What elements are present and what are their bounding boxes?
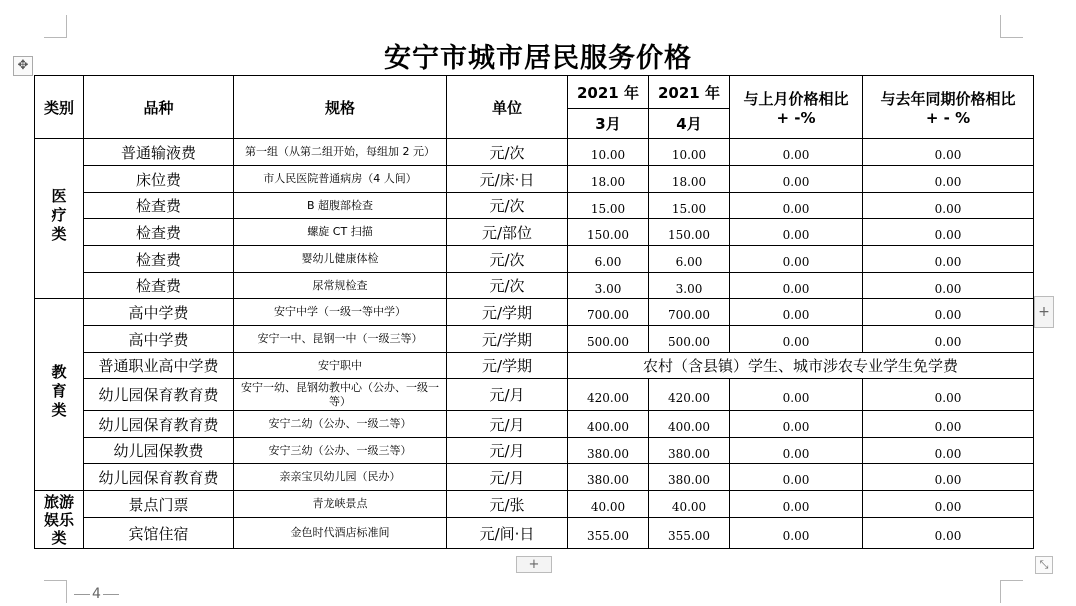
price-april-cell: 18.00 bbox=[649, 166, 730, 193]
item-cell: 普通职业高中学费 bbox=[84, 353, 234, 379]
unit-cell: 元/月 bbox=[447, 438, 568, 464]
header-month-april: 4月 bbox=[649, 109, 730, 139]
unit-cell: 元/月 bbox=[447, 411, 568, 438]
table-row bbox=[35, 411, 1034, 438]
spec-cell: 婴幼儿健康体检 bbox=[234, 246, 447, 273]
page-number: 4 bbox=[72, 586, 121, 602]
item-cell: 检查费 bbox=[84, 193, 234, 219]
header-vs-last-year-label: 与去年同期价格相比 bbox=[880, 89, 1016, 108]
unit-cell: 元/次 bbox=[447, 139, 568, 166]
change-month-cell: 0.00 bbox=[730, 464, 863, 491]
header-vs-last-month-label: 与上月价格相比 bbox=[743, 89, 849, 108]
price-april-cell: 15.00 bbox=[649, 193, 730, 219]
header-year-april: 2021 年 bbox=[649, 76, 730, 109]
spec-cell: 安宁一幼、昆钢幼教中心（公办、一级一等） bbox=[234, 379, 447, 411]
price-march-cell: 380.00 bbox=[568, 438, 649, 464]
table-row bbox=[35, 438, 1034, 464]
change-month-cell: 0.00 bbox=[730, 273, 863, 299]
change-year-cell: 0.00 bbox=[863, 326, 1034, 353]
price-april-cell: 6.00 bbox=[649, 246, 730, 273]
category-cell bbox=[35, 491, 84, 549]
category-cell bbox=[35, 299, 84, 491]
item-cell: 幼儿园保育教育费 bbox=[84, 379, 234, 411]
price-table bbox=[34, 75, 1034, 549]
price-march-cell: 355.00 bbox=[568, 518, 649, 549]
unit-cell: 元/间·日 bbox=[447, 518, 568, 549]
table-row bbox=[35, 379, 1034, 411]
change-year-cell: 0.00 bbox=[863, 518, 1034, 549]
spec-cell: 市人民医院普通病房（4 人间） bbox=[234, 166, 447, 193]
price-march-cell: 15.00 bbox=[568, 193, 649, 219]
price-march-cell: 6.00 bbox=[568, 246, 649, 273]
change-year-cell: 0.00 bbox=[863, 166, 1034, 193]
change-month-cell: 0.00 bbox=[730, 246, 863, 273]
unit-cell: 元/学期 bbox=[447, 299, 568, 326]
unit-cell: 元/张 bbox=[447, 491, 568, 518]
header-vs-last-year bbox=[863, 76, 1034, 139]
spec-cell: 安宁中学（一级一等中学） bbox=[234, 299, 447, 326]
spec-cell: 螺旋 CT 扫描 bbox=[234, 219, 447, 246]
change-year-cell: 0.00 bbox=[863, 219, 1034, 246]
page-corner-mark bbox=[1000, 580, 1023, 603]
category-cell bbox=[35, 139, 84, 299]
item-cell: 检查费 bbox=[84, 219, 234, 246]
unit-cell: 元/月 bbox=[447, 464, 568, 491]
header-month-march: 3月 bbox=[568, 109, 649, 139]
price-april-cell: 3.00 bbox=[649, 273, 730, 299]
change-month-cell: 0.00 bbox=[730, 193, 863, 219]
unit-cell: 元/床·日 bbox=[447, 166, 568, 193]
change-month-cell: 0.00 bbox=[730, 438, 863, 464]
header-year-march: 2021 年 bbox=[568, 76, 649, 109]
price-march-cell: 400.00 bbox=[568, 411, 649, 438]
item-cell: 高中学费 bbox=[84, 326, 234, 353]
spec-cell: 安宁一中、昆钢一中（一级三等） bbox=[234, 326, 447, 353]
page-title: 安宁市城市居民服务价格 bbox=[384, 43, 692, 74]
header-vs-last-month bbox=[730, 76, 863, 139]
page-corner-mark bbox=[44, 580, 67, 603]
item-cell: 普通输液费 bbox=[84, 139, 234, 166]
table-row bbox=[35, 246, 1034, 273]
item-cell: 景点门票 bbox=[84, 491, 234, 518]
change-year-cell: 0.00 bbox=[863, 273, 1034, 299]
unit-cell: 元/次 bbox=[447, 246, 568, 273]
unit-cell: 元/次 bbox=[447, 273, 568, 299]
table-row bbox=[35, 491, 1034, 518]
table-resize-icon[interactable]: ⤡ bbox=[1035, 556, 1053, 574]
table-row bbox=[35, 273, 1034, 299]
price-april-cell: 420.00 bbox=[649, 379, 730, 411]
table-row bbox=[35, 193, 1034, 219]
spec-cell: 安宁职中 bbox=[234, 353, 447, 379]
change-month-cell: 0.00 bbox=[730, 299, 863, 326]
page-corner-mark bbox=[1000, 15, 1023, 38]
change-year-cell: 0.00 bbox=[863, 491, 1034, 518]
price-april-cell: 355.00 bbox=[649, 518, 730, 549]
spec-cell: 安宁三幼（公办、一级三等） bbox=[234, 438, 447, 464]
category-label: 医疗类 bbox=[49, 188, 68, 245]
unit-cell: 元/次 bbox=[447, 193, 568, 219]
item-cell: 幼儿园保育教育费 bbox=[84, 464, 234, 491]
add-row-button[interactable]: + bbox=[516, 556, 552, 573]
unit-cell: 元/学期 bbox=[447, 353, 568, 379]
price-march-cell: 700.00 bbox=[568, 299, 649, 326]
item-cell: 高中学费 bbox=[84, 299, 234, 326]
price-april-cell: 40.00 bbox=[649, 491, 730, 518]
page-corner-mark bbox=[44, 15, 67, 38]
price-march-cell: 500.00 bbox=[568, 326, 649, 353]
table-row bbox=[35, 219, 1034, 246]
unit-cell: 元/月 bbox=[447, 379, 568, 411]
category-label: 旅游娱乐类 bbox=[43, 492, 74, 547]
price-april-cell: 380.00 bbox=[649, 438, 730, 464]
change-month-cell: 0.00 bbox=[730, 219, 863, 246]
price-march-cell: 420.00 bbox=[568, 379, 649, 411]
table-move-icon[interactable]: ✥ bbox=[13, 56, 33, 76]
change-month-cell: 0.00 bbox=[730, 139, 863, 166]
spec-cell: 亲亲宝贝幼儿园（民办） bbox=[234, 464, 447, 491]
price-march-cell: 3.00 bbox=[568, 273, 649, 299]
price-march-cell: 10.00 bbox=[568, 139, 649, 166]
price-march-cell: 40.00 bbox=[568, 491, 649, 518]
spec-cell: 尿常规检查 bbox=[234, 273, 447, 299]
item-cell: 幼儿园保育教育费 bbox=[84, 411, 234, 438]
item-cell: 床位费 bbox=[84, 166, 234, 193]
spec-cell: 第一组（从第二组开始，每组加 2 元） bbox=[234, 139, 447, 166]
price-march-cell: 380.00 bbox=[568, 464, 649, 491]
spec-cell: B 超腹部检查 bbox=[234, 193, 447, 219]
change-month-cell: 0.00 bbox=[730, 518, 863, 549]
price-april-cell: 400.00 bbox=[649, 411, 730, 438]
change-year-cell: 0.00 bbox=[863, 246, 1034, 273]
price-april-cell: 150.00 bbox=[649, 219, 730, 246]
price-april-cell: 700.00 bbox=[649, 299, 730, 326]
table-row bbox=[35, 139, 1034, 166]
item-cell: 幼儿园保教费 bbox=[84, 438, 234, 464]
item-cell: 检查费 bbox=[84, 246, 234, 273]
category-label: 教育类 bbox=[49, 364, 68, 421]
spec-cell: 安宁二幼（公办、一级二等） bbox=[234, 411, 447, 438]
spec-cell: 金色时代酒店标准间 bbox=[234, 518, 447, 549]
change-month-cell: 0.00 bbox=[730, 166, 863, 193]
change-month-cell: 0.00 bbox=[730, 411, 863, 438]
header-unit: 单位 bbox=[447, 76, 568, 139]
table-row bbox=[35, 464, 1034, 491]
header-spec: 规格 bbox=[234, 76, 447, 139]
table-row bbox=[35, 326, 1034, 353]
unit-cell: 元/部位 bbox=[447, 219, 568, 246]
change-year-cell: 0.00 bbox=[863, 299, 1034, 326]
price-april-cell: 500.00 bbox=[649, 326, 730, 353]
spec-cell: 青龙峡景点 bbox=[234, 491, 447, 518]
add-column-button[interactable]: + bbox=[1034, 296, 1054, 328]
note-cell: 农村（含县镇）学生、城市涉农专业学生免学费 bbox=[568, 353, 1034, 379]
table-row bbox=[35, 166, 1034, 193]
item-cell: 宾馆住宿 bbox=[84, 518, 234, 549]
header-item: 品种 bbox=[84, 76, 234, 139]
table-row bbox=[35, 518, 1034, 549]
item-cell: 检查费 bbox=[84, 273, 234, 299]
change-year-cell: 0.00 bbox=[863, 411, 1034, 438]
price-april-cell: 10.00 bbox=[649, 139, 730, 166]
header-vs-last-month-unit: + -% bbox=[776, 108, 816, 127]
header-category: 类别 bbox=[35, 76, 84, 139]
price-march-cell: 150.00 bbox=[568, 219, 649, 246]
price-march-cell: 18.00 bbox=[568, 166, 649, 193]
header-vs-last-year-unit: + - % bbox=[925, 108, 971, 127]
change-year-cell: 0.00 bbox=[863, 464, 1034, 491]
price-april-cell: 380.00 bbox=[649, 464, 730, 491]
change-month-cell: 0.00 bbox=[730, 326, 863, 353]
unit-cell: 元/学期 bbox=[447, 326, 568, 353]
change-month-cell: 0.00 bbox=[730, 491, 863, 518]
change-year-cell: 0.00 bbox=[863, 193, 1034, 219]
table-row bbox=[35, 299, 1034, 326]
change-month-cell: 0.00 bbox=[730, 379, 863, 411]
change-year-cell: 0.00 bbox=[863, 438, 1034, 464]
change-year-cell: 0.00 bbox=[863, 379, 1034, 411]
table-row bbox=[35, 353, 1034, 379]
change-year-cell: 0.00 bbox=[863, 139, 1034, 166]
